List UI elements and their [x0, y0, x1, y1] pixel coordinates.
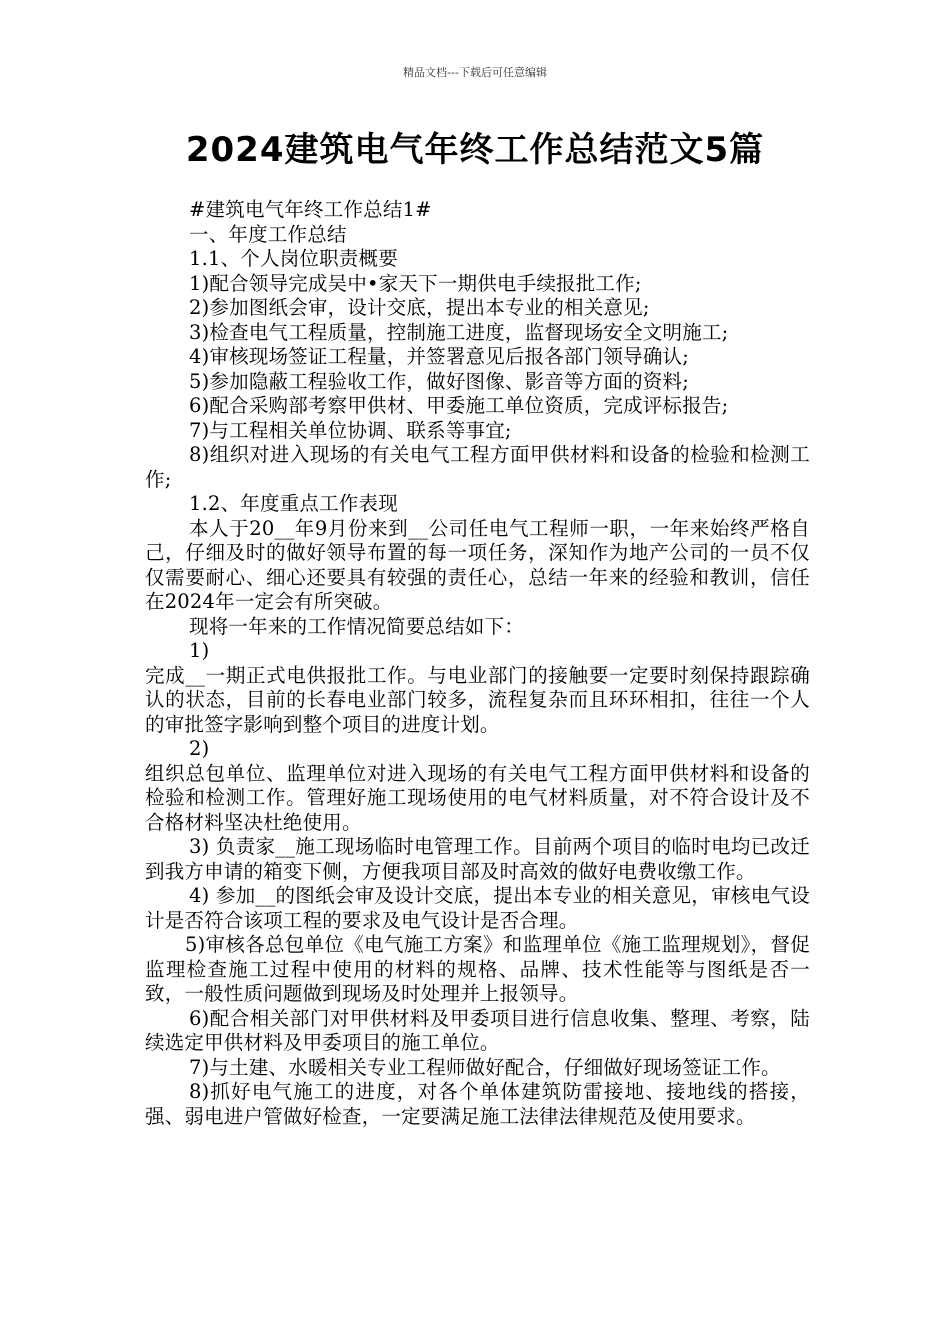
list-item: 1)配合领导完成吴中•家天下一期供电手续报批工作;	[189, 271, 642, 295]
list-number: 1)	[189, 639, 210, 662]
list-item: 5)审核各总包单位《电气施工方案》和监理单位《施工监理规划》，督促监理检查施工过程中使用的材料的规格、品牌、技术性能等与图纸是否一致，一般性质问题做到现场及时处理并上报领导。	[145, 933, 810, 1005]
list-item: 3)检查电气工程质量，控制施工进度，监督现场安全文明施工;	[189, 320, 729, 344]
document-title: 2024建筑电气年终工作总结范文5篇	[185, 130, 765, 170]
list-item: 8)组织对进入现场的有关电气工程方面甲供材料和设备的检验和检测工作;	[145, 443, 810, 491]
list-item: 6)配合采购部考察甲供材、甲委施工单位资质，完成评标报告;	[189, 394, 729, 417]
list-item: 4) 参加__的图纸会审及设计交底，提出本专业的相关意见，审核电气设计是否符合该项工程的要求及电气设计是否合理。	[145, 884, 810, 932]
subsection-heading: 1.1、个人岗位职责概要	[189, 247, 398, 270]
body-paragraph: 本人于20__年9月份来到__公司任电气工程师一职，一年来始终严格自己，仔细及时的做好领导布置的每一项任务，深知作为地产公司的一员不仅仅需要耐心、细心还要具有较强的责任心，总结一年来的经验和教训，信任在2024年一定会有所突破。	[145, 516, 810, 613]
subsection-heading: 1.2、年度重点工作表现	[189, 492, 398, 515]
list-item: 5)参加隐蔽工程验收工作，做好图像、影音等方面的资料;	[189, 369, 689, 393]
document-body	[145, 198, 810, 1129]
list-item: 4)审核现场签证工程量，并签署意见后报各部门领导确认;	[189, 345, 689, 368]
section-heading: 一、年度工作总结	[189, 222, 347, 246]
list-item: 6)配合相关部门对甲供材料及甲委项目进行信息收集、整理、考察，陆续选定甲供材料及甲委项目的施工单位。	[145, 1006, 810, 1054]
body-paragraph: 组织总包单位、监理单位对进入现场的有关电气工程方面甲供材料和设备的检验和检测工作。管理好施工现场使用的电气材料质量，对不符合设计及不合格材料坚决杜绝使用。	[145, 761, 810, 834]
body-paragraph: 现将一年来的工作情况简要总结如下：	[189, 614, 524, 638]
list-item: 8)抓好电气施工的进度，对各个单体建筑防雷接地、接地线的搭接，强、弱电进户管做好检查，一定要满足施工法律法律规范及使用要求。	[145, 1080, 810, 1128]
list-item: 3) 负责家__施工现场临时电管理工作。目前两个项目的临时电均已改迁到我方申请的箱变下侧，方便我项目部及时高效的做好电费收缴工作。	[145, 835, 810, 883]
list-number: 2)	[189, 737, 210, 760]
list-item: 2)参加图纸会审，设计交底，提出本专业的相关意见;	[189, 296, 650, 319]
header-note: 精品文档---下载后可任意编辑	[403, 66, 547, 79]
list-item: 7)与工程相关单位协调、联系等事宜;	[189, 418, 512, 442]
list-item: 7)与土建、水暖相关专业工程师做好配合，仔细做好现场签证工作。	[189, 1055, 781, 1079]
section-heading: #建筑电气年终工作总结1#	[189, 198, 432, 221]
body-paragraph: 完成__一期正式电供报批工作。与电业部门的接触要一定要时刻保持跟踪确认的状态，目前的长春电业部门较多，流程复杂而且环环相扣，往往一个人的审批签字影响到整个项目的进度计划。	[145, 663, 810, 736]
